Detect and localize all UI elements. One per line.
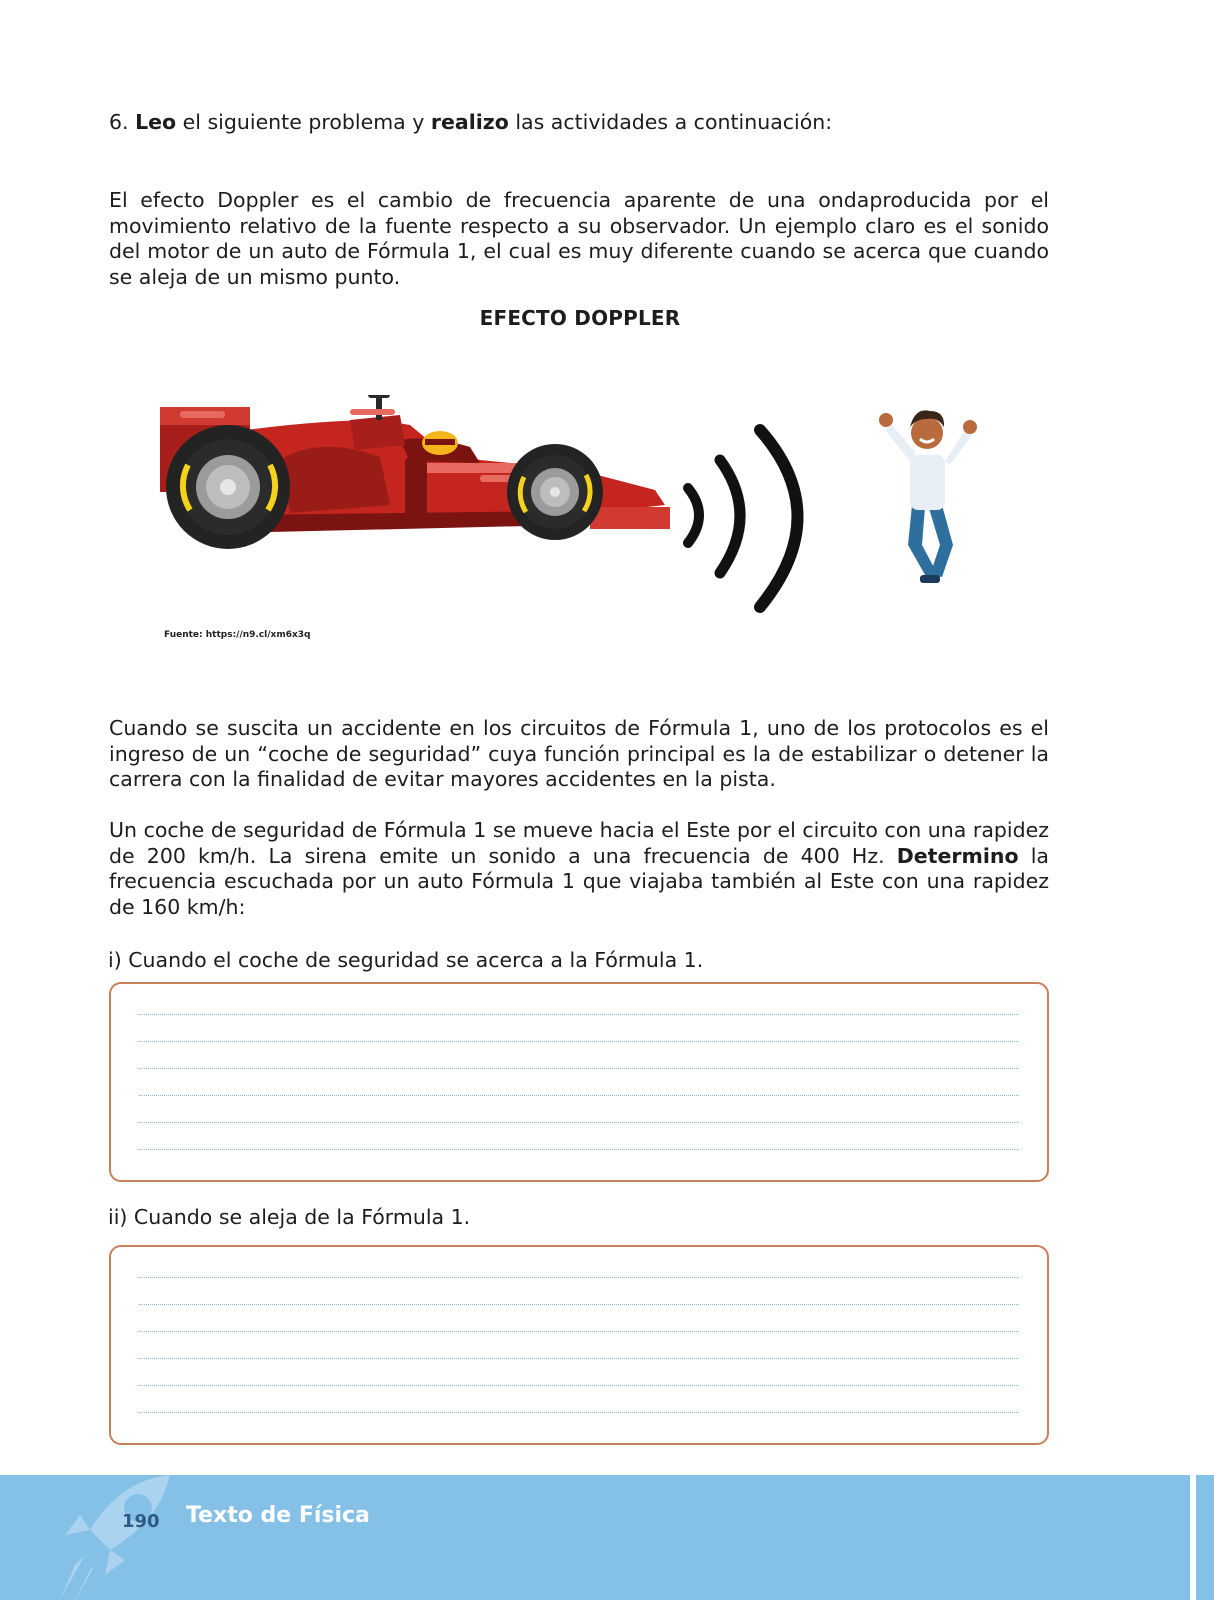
- answer-line: [139, 1041, 1019, 1042]
- answer-line: [139, 1304, 1019, 1305]
- doppler-illustration: [150, 395, 1010, 640]
- sound-wave-icon: [688, 430, 798, 607]
- activity-text-1: el siguiente problema y: [176, 110, 431, 134]
- intro-paragraph: El efecto Doppler es el cambio de frecuencia aparente de una ondaproducida por el movimiento relativo de la fuente respecto a su observador. Un ejemplo claro es el sonido del motor de un auto de Fórmula 1, el cual es muy diferente cuando se acerca que cuando se aleja de un mismo punto.: [109, 188, 1049, 289]
- book-title: Texto de Física: [186, 1503, 370, 1528]
- activity-instruction: [109, 110, 1049, 136]
- activity-number: 6.: [109, 110, 129, 134]
- page-number: 190: [122, 1511, 160, 1532]
- answer-line: [139, 1412, 1019, 1413]
- answer-line: [139, 1385, 1019, 1386]
- answer-line: [139, 1122, 1019, 1123]
- waving-person-icon: [879, 410, 977, 583]
- answer-line: [139, 1358, 1019, 1359]
- answer-line: [139, 1277, 1019, 1278]
- problem-text-2: la frecuencia escuchada por un auto Fórmula 1 que viajaba también al Este con una rapidez de 160 km/h:: [109, 843, 1049, 919]
- activity-text-2: las actividades a continuación:: [508, 110, 833, 134]
- page-footer: [0, 1475, 1190, 1600]
- answer-line: [139, 1068, 1019, 1069]
- footer-edge-strip: [1196, 1475, 1214, 1600]
- figure-source: Fuente: https://n9.cl/xm6x3q: [164, 630, 311, 640]
- formula-1-car-icon: [160, 395, 670, 549]
- question-ii-label: ii) Cuando se aleja de la Fórmula 1.: [108, 1205, 471, 1229]
- answer-line: [139, 1149, 1019, 1150]
- problem-text-1: Un coche de seguridad de Fórmula 1 se mueve hacia el Este por el circuito con una rapidez de 200 km/h. La sirena emite un sonido a una frecuencia de 400 Hz.: [109, 818, 1049, 868]
- activity-verb-leo: Leo: [135, 110, 177, 134]
- rocket-icon: [50, 1475, 190, 1600]
- answer-line: [139, 1095, 1019, 1096]
- accident-paragraph: Cuando se suscita un accidente en los circuitos de Fórmula 1, uno de los protocolos es el ingreso de un “coche de seguridad” cuya función principal es la de estabilizar o detener la carrera con la finalidad de evitar mayores accidentes en la pista.: [109, 716, 1049, 791]
- figure-title: EFECTO DOPPLER: [479, 306, 681, 330]
- answer-line: [139, 1014, 1019, 1015]
- answer-box-i[interactable]: [109, 982, 1049, 1182]
- problem-paragraph: [109, 818, 1049, 920]
- activity-verb-realizo: realizo: [430, 110, 509, 134]
- question-i-label: i) Cuando el coche de seguridad se acerca a la Fórmula 1.: [108, 948, 704, 972]
- problem-verb-determino: Determino: [896, 843, 1019, 868]
- answer-box-ii[interactable]: [109, 1245, 1049, 1445]
- answer-line: [139, 1331, 1019, 1332]
